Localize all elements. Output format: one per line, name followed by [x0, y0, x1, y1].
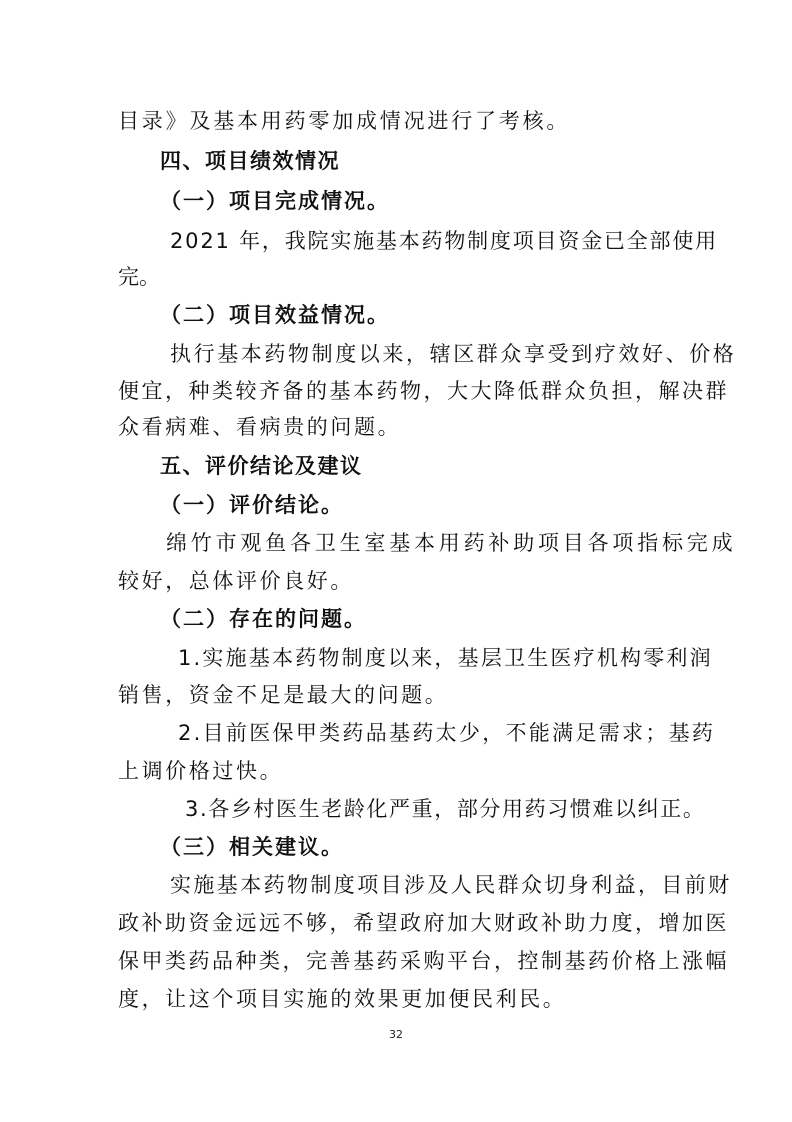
body-line: 2.目前医保甲类药品基药太少，不能满足需求；基药 [178, 721, 716, 745]
subsection-heading: （一）项目完成情况。 [160, 189, 390, 213]
body-line: 保甲类药品种类，完善基药采购平台，控制基药价格上涨幅 [118, 949, 729, 973]
body-line: 3.各乡村医生老龄化严重，部分用药习惯难以纠正。 [185, 797, 706, 821]
body-line: 便宜，种类较齐备的基本药物，大大降低群众负担，解决群 [118, 379, 729, 403]
body-line: 绵竹市观鱼各卫生室基本用药补助项目各项指标完成 [166, 531, 737, 555]
body-line: 度，让这个项目实施的效果更加便民利民。 [118, 987, 567, 1011]
body-line: 较好，总体评价良好。 [118, 569, 354, 593]
body-line: 执行基本药物制度以来，辖区群众享受到疗效好、价格 [170, 342, 737, 366]
subsection-heading: （三）相关建议。 [160, 835, 344, 859]
subsection-heading: （一）评价结论。 [160, 493, 344, 517]
body-line: 实施基本药物制度项目涉及人民群众切身利益，目前财 [170, 873, 732, 897]
body-line: 众看病难、看病贵的问题。 [118, 415, 402, 439]
body-line: 1.实施基本药物制度以来，基层卫生医疗机构零利润 [178, 646, 713, 670]
body-line: 上调价格过快。 [118, 759, 284, 783]
body-line: 2021 年，我院实施基本药物制度项目资金已全部使用 [170, 229, 718, 253]
page-number: 32 [389, 1028, 403, 1041]
body-line: 目录》及基本用药零加成情况进行了考核。 [118, 109, 571, 133]
section-heading: 五、评价结论及建议 [160, 454, 363, 478]
subsection-heading: （二）项目效益情况。 [160, 303, 390, 327]
body-line: 销售，资金不足是最大的问题。 [118, 683, 449, 707]
section-heading: 四、项目绩效情况 [160, 149, 340, 173]
body-line: 政补助资金远远不够，希望政府加大财政补助力度，增加医 [118, 911, 729, 935]
subsection-heading: （二）存在的问题。 [160, 607, 367, 631]
body-line: 完。 [118, 265, 160, 289]
